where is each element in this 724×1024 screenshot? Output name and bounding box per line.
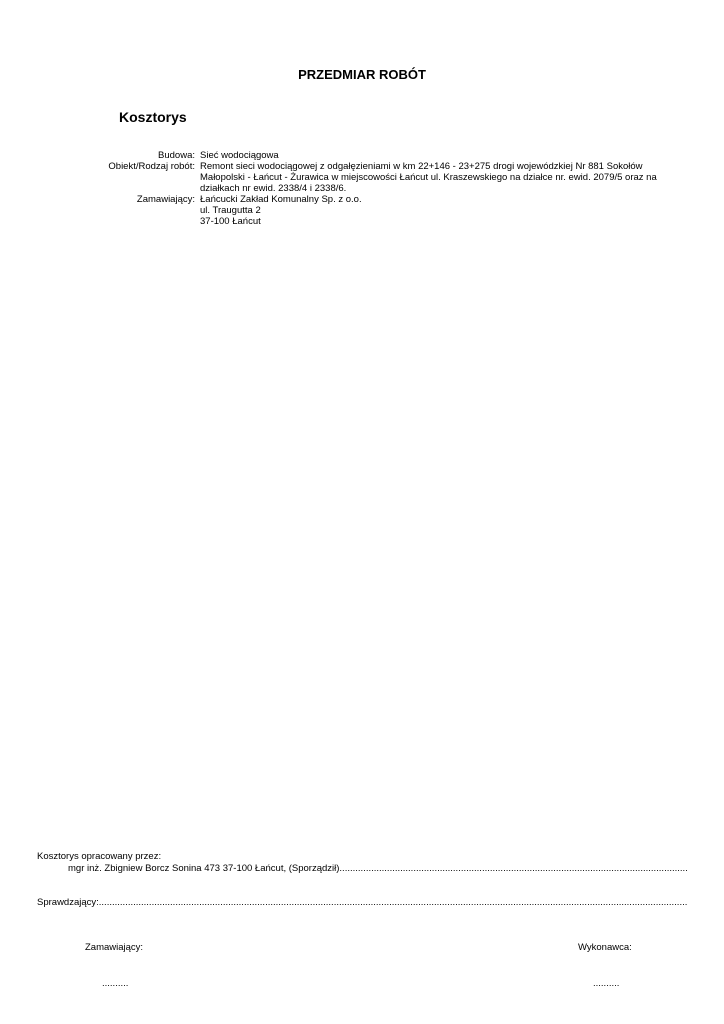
zamawiajacy-row — [20, 194, 690, 227]
contractor-signature: .......... — [593, 978, 620, 989]
ordering-party-label: Zamawiający: — [85, 942, 144, 953]
zamawiajacy-line: Łańcucki Zakład Komunalny Sp. z o.o. — [200, 194, 362, 205]
zamawiajacy-line: ul. Traugutta 2 — [200, 205, 261, 216]
prepared-by-label: Kosztorys opracowany przez: — [37, 851, 162, 862]
budowa-label: Budowa: — [158, 150, 195, 161]
zamawiajacy-label: Zamawiający: — [136, 194, 195, 205]
budowa-value: Sieć wodociągowa — [200, 150, 279, 161]
checked-by-line — [37, 897, 687, 908]
prepared-by-line — [68, 863, 687, 874]
obiekt-line: działkach nr ewid. 2338/4 i 2338/6. — [200, 183, 347, 194]
contractor-label: Wykonawca: — [578, 942, 632, 953]
signature-dots — [339, 863, 687, 874]
signature-dots — [99, 897, 687, 908]
ordering-party-signature: .......... — [102, 978, 129, 989]
checked-by-label: Sprawdzający: — [37, 897, 99, 908]
obiekt-line: Remont sieci wodociągowej z odgałęzieniami w km 22+146 - 23+275 drogi wojewódzkiej Nr 881 Sokołów — [200, 161, 643, 172]
obiekt-label: Obiekt/Rodzaj robót: — [108, 161, 195, 172]
obiekt-value — [200, 161, 690, 194]
section-title: Kosztorys — [119, 109, 187, 125]
obiekt-row — [20, 161, 690, 194]
budowa-row — [20, 150, 690, 161]
document-title: PRZEDMIAR ROBÓT — [298, 67, 426, 82]
project-info — [20, 150, 690, 227]
zamawiajacy-line: 37-100 Łańcut — [200, 216, 261, 227]
obiekt-line: Małopolski - Łańcut - Żurawica w miejscowości Łańcut ul. Kraszewskiego na działce nr. ewid. 2079/5 oraz na — [200, 172, 657, 183]
prepared-by-value: mgr inż. Zbigniew Borcz Sonina 473 37-100 Łańcut, (Sporządził) — [68, 863, 340, 874]
zamawiajacy-value — [200, 194, 690, 227]
